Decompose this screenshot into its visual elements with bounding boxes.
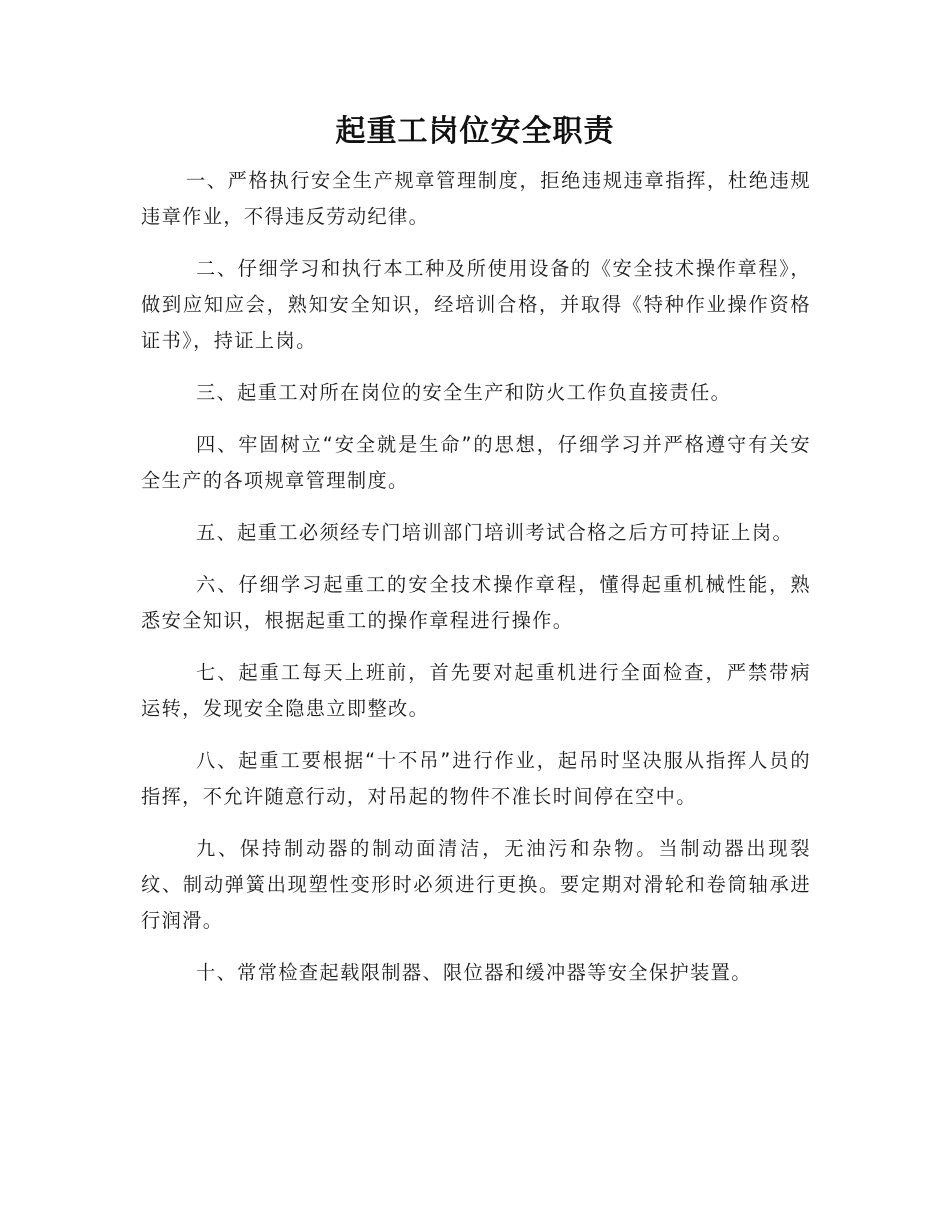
paragraph-9: 九、保持制动器的制动面清洁，无油污和杂物。当制动器出现裂纹、制动弹簧出现塑性变形时必须进行更换。要定期对滑轮和卷筒轴承进行润滑。 bbox=[141, 837, 811, 932]
document-title: 起重工岗位安全职责 bbox=[335, 114, 615, 149]
paragraph-1: 一、严格执行安全生产规章管理制度，拒绝违规违章指挥，杜绝违规违章作业，不得违反劳动纪律。 bbox=[141, 169, 811, 228]
paragraph-2: 二、仔细学习和执行本工种及所使用设备的《安全技术操作章程》，做到应知应会，熟知安全知识，经培训合格，并取得《特种作业操作资格证书》，持证上岗。 bbox=[141, 257, 811, 352]
paragraph-7: 七、起重工每天上班前，首先要对起重机进行全面检查，严禁带病运转，发现安全隐患立即整改。 bbox=[141, 661, 811, 720]
paragraph-6: 六、仔细学习起重工的安全技术操作章程，懂得起重机械性能，熟悉安全知识，根据起重工的操作章程进行操作。 bbox=[141, 573, 811, 632]
paragraph-8: 八、起重工要根据“十不吊”进行作业，起吊时坚决服从指挥人员的指挥，不允许随意行动，对吊起的物件不准长时间停在空中。 bbox=[141, 749, 811, 808]
paragraph-3: 三、起重工对所在岗位的安全生产和防火工作负直接责任。 bbox=[196, 381, 732, 404]
paragraph-4: 四、牢固树立“安全就是生命”的思想，仔细学习并严格遵守有关安全生产的各项规章管理制度。 bbox=[141, 433, 811, 492]
document-body bbox=[141, 163, 811, 1007]
paragraph-10: 十、常常检查起载限制器、限位器和缓冲器等安全保护装置。 bbox=[196, 961, 752, 984]
paragraph-5: 五、起重工必须经专门培训部门培训考试合格之后方可持证上岗。 bbox=[196, 521, 794, 544]
